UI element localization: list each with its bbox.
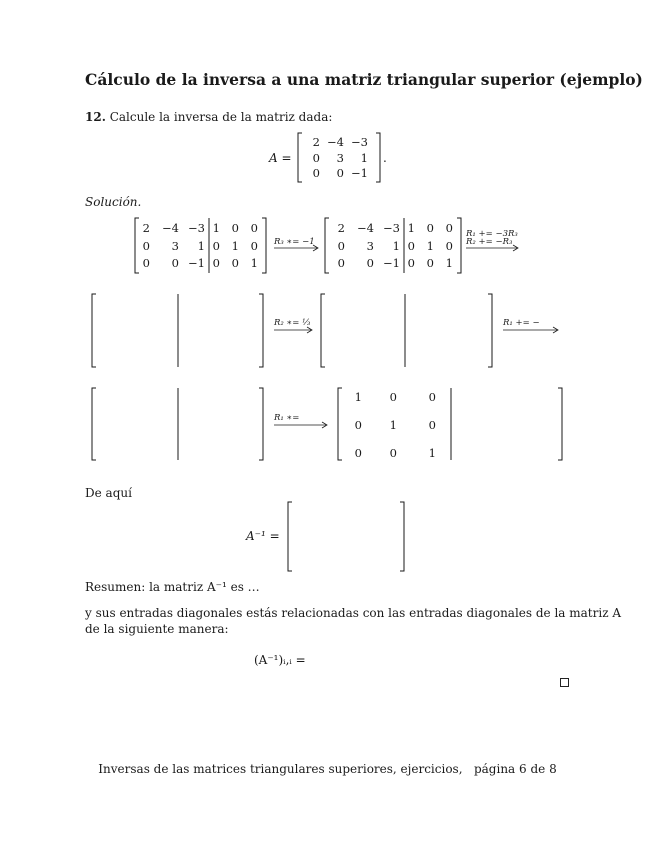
identity-cell: 1 xyxy=(428,446,436,460)
op-r1-add-blank: R₁ += − xyxy=(503,318,540,328)
de-aqui-text: De aquí xyxy=(85,486,132,500)
op-r2-scale: R₂ ∗= ⅓ xyxy=(274,318,311,328)
aug2-cell: 0 xyxy=(337,256,345,270)
aug2-cell: 0 xyxy=(407,256,415,270)
aug2-cell: 1 xyxy=(407,221,415,235)
matrix-a-cell: 1 xyxy=(360,151,368,165)
matrix-a-cell: −1 xyxy=(351,166,368,180)
matrix-a-cell: 0 xyxy=(336,166,344,180)
bracket-right xyxy=(376,133,380,182)
identity-cell: 0 xyxy=(389,390,397,404)
aug1-cell: 0 xyxy=(212,256,220,270)
matrix-a-cell: −3 xyxy=(351,135,368,149)
aug1-cell: 0 xyxy=(250,239,258,253)
identity-cell: 0 xyxy=(389,446,397,460)
blank1-bracket-right xyxy=(259,294,263,367)
matrix-a-cell: −4 xyxy=(327,135,344,149)
exercise-number: 12. xyxy=(85,110,106,124)
aug1-cell: 2 xyxy=(142,221,150,235)
resumen-text: Resumen: la matriz A⁻¹ es … xyxy=(85,580,260,594)
reduction-row-2 xyxy=(85,290,575,372)
final-bracket-left xyxy=(338,388,342,460)
aug2-cell: 1 xyxy=(426,239,434,253)
reduction-row-1 xyxy=(130,212,530,278)
identity-cell: 0 xyxy=(428,390,436,404)
qed-box xyxy=(560,678,569,687)
blank2-bracket-right xyxy=(488,294,492,367)
aug2-cell: 0 xyxy=(407,239,415,253)
matrix-a-cell: 3 xyxy=(336,151,344,165)
matrix-a-cell: 0 xyxy=(312,151,320,165)
identity-cell: 1 xyxy=(389,418,397,432)
reduction-row-3 xyxy=(85,385,575,465)
aug2-cell: −4 xyxy=(357,221,374,235)
bracket-left xyxy=(298,133,302,182)
aug2-cell: 3 xyxy=(366,239,374,253)
aug1-cell: 0 xyxy=(142,239,150,253)
identity-cell: 0 xyxy=(428,418,436,432)
footer-text: Inversas de las matrices triangulares superiores, ejercicios, xyxy=(98,762,463,776)
aug2-cell: 0 xyxy=(366,256,374,270)
blank3-bracket-right xyxy=(259,388,263,460)
aug2-cell: 0 xyxy=(337,239,345,253)
aug1-bracket-left xyxy=(135,218,139,273)
aug1-cell: 1 xyxy=(197,239,205,253)
inverse-bracket-left xyxy=(288,502,292,571)
op-r3-scale: R₃ ∗= −1 xyxy=(274,237,315,247)
aug1-cell: 1 xyxy=(212,221,220,235)
matrix-a-label: A = xyxy=(269,151,292,165)
aug1-cell: 1 xyxy=(231,239,239,253)
aug1-cell: −3 xyxy=(188,221,205,235)
page-number: página 6 de 8 xyxy=(473,762,557,776)
aug2-cell: −1 xyxy=(383,256,400,270)
exercise-statement xyxy=(85,110,332,124)
aug2-cell: 0 xyxy=(445,239,453,253)
final-bracket-right xyxy=(558,388,562,460)
inverse-bracket-right xyxy=(400,502,404,571)
page-title: Cálculo de la inversa a una matriz triangular superior (ejemplo) xyxy=(85,70,643,89)
aug1-cell: 0 xyxy=(142,256,150,270)
aug1-bracket-right xyxy=(262,218,266,273)
matrix-a xyxy=(296,130,386,185)
matrix-a-cell: 2 xyxy=(312,135,320,149)
aug1-cell: −4 xyxy=(162,221,179,235)
aug1-cell: 0 xyxy=(231,221,239,235)
relacion-text-line-2: de la siguiente manera: xyxy=(85,622,229,636)
aug2-cell: 0 xyxy=(426,256,434,270)
aug1-cell: 0 xyxy=(231,256,239,270)
page-footer xyxy=(0,762,655,776)
aug2-cell: 0 xyxy=(445,221,453,235)
identity-cell: 1 xyxy=(354,390,362,404)
aug2-cell: 1 xyxy=(445,256,453,270)
relacion-text-line-1: y sus entradas diagonales estás relacionadas con las entradas diagonales de la matriz A xyxy=(85,606,622,620)
aug1-cell: 3 xyxy=(171,239,179,253)
op-r2-add: R₂ += −R₃ xyxy=(466,237,513,247)
blank3-bracket-left xyxy=(92,388,96,460)
inverse-matrix-blank xyxy=(284,498,414,576)
blank2-bracket-left xyxy=(321,294,325,367)
solution-label: Solución. xyxy=(85,195,142,209)
inverse-label: A⁻¹ = xyxy=(246,529,280,543)
aug1-cell: −1 xyxy=(188,256,205,270)
identity-cell: 0 xyxy=(354,418,362,432)
exercise-prompt: Calcule la inversa de la matriz dada: xyxy=(109,110,333,124)
aug2-bracket-right xyxy=(457,218,461,273)
diagonal-formula: (A⁻¹)ᵢ,ᵢ = xyxy=(254,653,306,667)
blank1-bracket-left xyxy=(92,294,96,367)
op-r1-scale-blank: R₁ ∗= xyxy=(274,413,300,423)
aug2-cell: 1 xyxy=(392,239,400,253)
aug1-cell: 0 xyxy=(250,221,258,235)
aug2-cell: −3 xyxy=(383,221,400,235)
aug2-cell: 0 xyxy=(426,221,434,235)
aug2-bracket-left xyxy=(325,218,329,273)
identity-cell: 0 xyxy=(354,446,362,460)
aug2-cell: 2 xyxy=(337,221,345,235)
aug1-cell: 0 xyxy=(212,239,220,253)
matrix-a-cell: 0 xyxy=(312,166,320,180)
aug1-cell: 1 xyxy=(250,256,258,270)
matrix-a-period: . xyxy=(383,151,387,165)
aug1-cell: 0 xyxy=(171,256,179,270)
op-r1-add: R₁ += −3R₃ xyxy=(466,229,518,239)
